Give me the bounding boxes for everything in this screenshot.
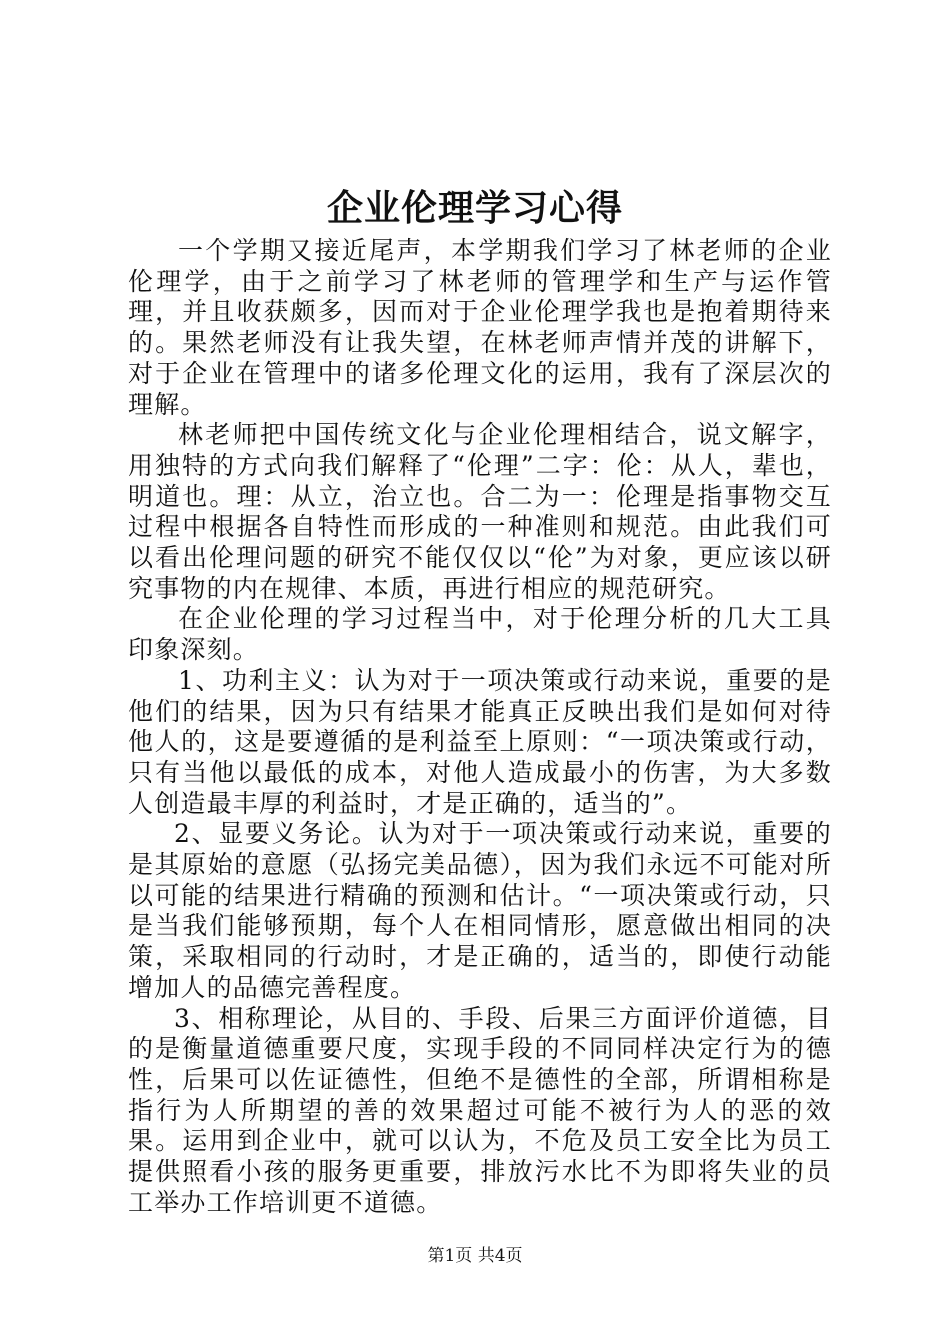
paragraph-proportionality: 3、相称理论，从目的、手段、后果三方面评价道德，目的是衡量道德重要尺度，实现手段的不同同样决定行为的德性，后果可以佐证德性，但绝不是德性的全部，所谓相称是指行为人所期望的善的效果超过可能不被行为人的恶的效果。运用到企业中，就可以认为，不危及员工安全比为员工提供照看小孩的服务更重要，排放污水比不为即将失业的员工举办工作培训更不道德。 — [128, 1003, 832, 1217]
paragraph-prima-facie-duty: 2、显要义务论。认为对于一项决策或行动来说，重要的是其原始的意愿（弘扬完美品德），因为我们永远不可能对所以可能的结果进行精确的预测和估计。“一项决策或行动，只是当我们能够预期，每个人在相同情形，愿意做出相同的决策，采取相同的行动时，才是正确的，适当的，即使行动能增加人的品德完善程度。 — [128, 819, 832, 1002]
document-body — [128, 236, 832, 1219]
document-title: 企业伦理学习心得 — [326, 187, 623, 229]
page-footer: 第1页 共4页 — [427, 1246, 523, 1266]
paragraph-intro: 一个学期又接近尾声，本学期我们学习了林老师的企业伦理学，由于之前学习了林老师的管理学和生产与运作管理，并且收获颇多，因而对于企业伦理学我也是抱着期待来的。果然老师没有让我失望，在林老师声情并茂的讲解下，对于企业在管理中的诸多伦理文化的运用，我有了深层次的理解。 — [128, 236, 832, 419]
paragraph-utilitarianism: 1、功利主义：认为对于一项决策或行动来说，重要的是他们的结果，因为只有结果才能真正反映出我们是如何对待他人的，这是要遵循的是利益至上原则：“一项决策或行动，只有当他以最低的成本，对他人造成最小的伤害，为大多数人创造最丰厚的利益时，才是正确的，适当的”。 — [128, 665, 832, 818]
paragraph-analysis-tools: 在企业伦理的学习过程当中，对于伦理分析的几大工具印象深刻。 — [128, 604, 832, 665]
paragraph-ethics-definition: 林老师把中国传统文化与企业伦理相结合，说文解字，用独特的方式向我们解释了“伦理”二字：伦：从人，辈也，明道也。理：从立，治立也。合二为一：伦理是指事物交互过程中根据各自特性而形成的一种准则和规范。由此我们可以看出伦理问题的研究不能仅仅以“伦”为对象，更应该以研究事物的内在规律、本质，再进行相应的规范研究。 — [128, 420, 832, 603]
